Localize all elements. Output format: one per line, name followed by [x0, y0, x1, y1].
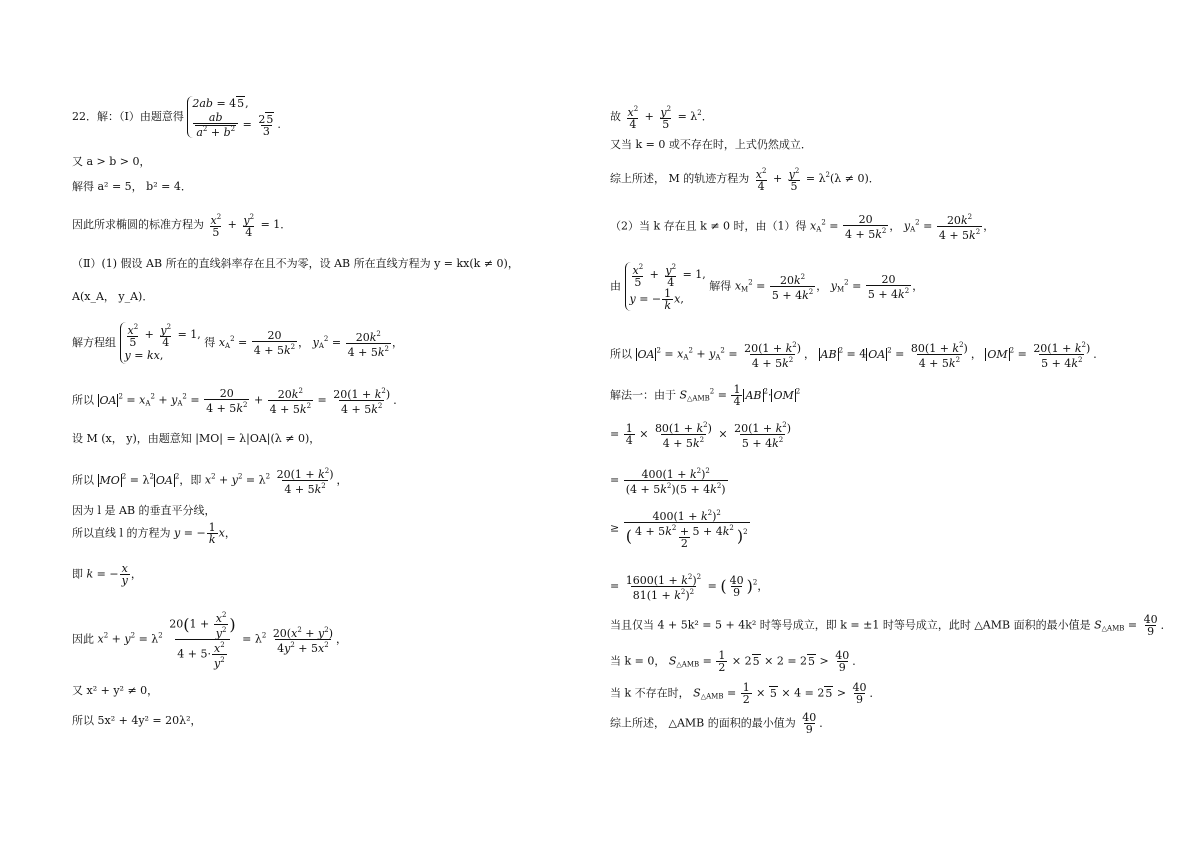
solution-intro: 22．解：（Ⅰ）由题意得	[72, 110, 184, 123]
condition-line: 又 a > b > 0，	[72, 155, 151, 168]
nonzero-condition: 又 x² + y² ≠ 0，	[72, 684, 159, 697]
point-a: A(x_A， y_A)．	[72, 290, 154, 303]
point-m-definition: 设 M (x， y)，由题意知 |MO| = λ|OA|(λ ≠ 0)，	[72, 432, 321, 445]
area-step-2: = $\frac{400(1 + k^2)^2}{(4 + 5k^2)(5 + 4k^2)}$	[610, 467, 726, 496]
ellipse-equation-line: 因此所求椭圆的标准方程为 $\frac{x^2}{5}$ + $\frac{y^2}{4}$ = 1．	[72, 213, 292, 239]
substitution-line: 因此 $x^2 + y^2 = \lambda^2$ 20(1 + $\frac{x^2}{y^2}$ ) 4 + 5· $\frac{x^2}{y^2}$ = $\lambda^2$ $\frac{20(x^2 + y^2)}{4y^2 + 5x^2}$ ，	[72, 611, 347, 670]
mo-squared-line: 所以 MO $^2 = \lambda^2$ OA $^2$，即 $x^2 + y^2 = \lambda^2$ $\frac{20(1 + k^2)}{4 + 5k^2}$ ，	[72, 467, 348, 496]
locus-equation: 故 $\frac{x^2}{4}$ + $\frac{y^2}{5}$ = $\lambda^2$．	[610, 105, 713, 131]
part2-step2: （2）当 k 存在且 k ≠ 0 时，由（1）得 $x_A^2$ = $\frac{20}{4 + 5k^2}$ ， $y_A^2$ = $\frac{20k^2}{4 + 5k^2}$ ，	[610, 212, 995, 242]
equality-condition: 当且仅当 4 + 5k² = 5 + 4k² 时等号成立，即 k = ±1 时等号成立，此时 △AMB 面积的最小值是 $S_{\triangle AMB}$ = $\frac{40}{9}$ ．	[610, 613, 1172, 638]
perpendicular-bisector: 因为 l 是 AB 的垂直平分线，	[72, 504, 216, 517]
oa-squared-line: 所以 OA $^2 = x_A^2 + y_A^2$ = $\frac{20}{4 + 5k^2}$ + $\frac{20k^2}{4 + 5k^2}$ = $\frac{20(1 + k^2)}{4 + 5k^2}$ ．	[72, 386, 405, 416]
area-step-1: = $\frac{1}{4}$ × $\frac{80(1 + k^2)}{4 + 5k^2}$ × $\frac{20(1 + k^2)}{5 + 4k^2}$	[610, 421, 792, 450]
final-conclusion: 综上所述， △AMB 的面积的最小值为 $\frac{40}{9}$ ．	[610, 711, 831, 736]
line-l-equation: 所以直线 l 的方程为 y = − $\frac{1}{k}$ x，	[72, 521, 236, 546]
solution-values: 解得 a² = 5， b² = 4．	[72, 180, 192, 193]
area-inequality: ≥ $400(1 + k^2)^2$ ( $\frac{4 + 5k^2 + 5 + 4k^2}{2}$ )$^2$	[610, 509, 748, 550]
locus-conclusion: 综上所述， M 的轨迹方程为 $\frac{x^2}{4}$ + $\frac{y^2}{5}$ = $\lambda^2(\lambda \ne 0)$．	[610, 167, 880, 193]
final-relation: 所以 5x² + 4y² = 20λ²，	[72, 714, 202, 727]
case-k-zero: 当 k = 0， $S_{\triangle AMB}$ = $\frac{1}{2}$ × 25 × 2 = 25 > $\frac{40}{9}$ ．	[610, 649, 864, 674]
equation-system: 2ab = 45, $\frac{ab}{a^2 + b^2}$ = $\frac{25}{3}$ .	[187, 96, 280, 138]
lengths-line: 所以 OA $^2 = x_A^2 + y_A^2$ = $\frac{20(1 + k^2)}{4 + 5k^2}$ ， AB $^2$ = 4 OA $^2$ = $\frac{80(1 + k^2)}{4 + 5k^2}$ ， OM $^2$ = $\frac{20(1 + k^2)}{5 + 4k^2}$ ．	[610, 341, 1105, 370]
method-one-line: 解法一：由于 $S_{\triangle AMB}^2$ = $\frac{1}{4}$ AB $^2$· OM $^2$	[610, 383, 801, 408]
case-k-undefined: 当 k 不存在时， $S_{\triangle AMB}$ = $\frac{1}{2}$ × 5 × 4 = 25 > $\frac{40}{9}$ ．	[610, 681, 881, 706]
k-expression: 即 k = − $\frac{x}{y}$ ，	[72, 562, 142, 587]
part2-assumption: （Ⅱ）(1) 假设 AB 所在的直线斜率存在且不为零，设 AB 所在直线方程为 y = kx(k ≠ 0)，	[72, 257, 519, 270]
area-result: = $\frac{1600(1 + k^2)^2}{81(1 + k^2)^2}$ = ( $\frac{40}{9}$ )$^2$，	[610, 573, 769, 602]
problem-22-part1	[72, 96, 281, 138]
system-m-line: 由 $\frac{x^2}{5}$ + $\frac{y^2}{4}$ = 1, y = − $\frac{1}{k}$ x, 解得 $x_M^2$ = $\frac{20k^2}{5 + 4k^2}$ ， $y_M^2$ = $\frac{20}{5 + 4k^2}$ ，	[610, 263, 924, 312]
special-case-note: 又当 k = 0 或不存在时，上式仍然成立．	[610, 138, 812, 151]
solve-system-line: 解方程组 $\frac{x^2}{5}$ + $\frac{y^2}{4}$ = 1, y = kx, 得 $x_A^2$ = $\frac{20}{4 + 5k^2}$ ， $y_A^2$ = $\frac{20k^2}{4 + 5k^2}$ ，	[72, 323, 403, 362]
